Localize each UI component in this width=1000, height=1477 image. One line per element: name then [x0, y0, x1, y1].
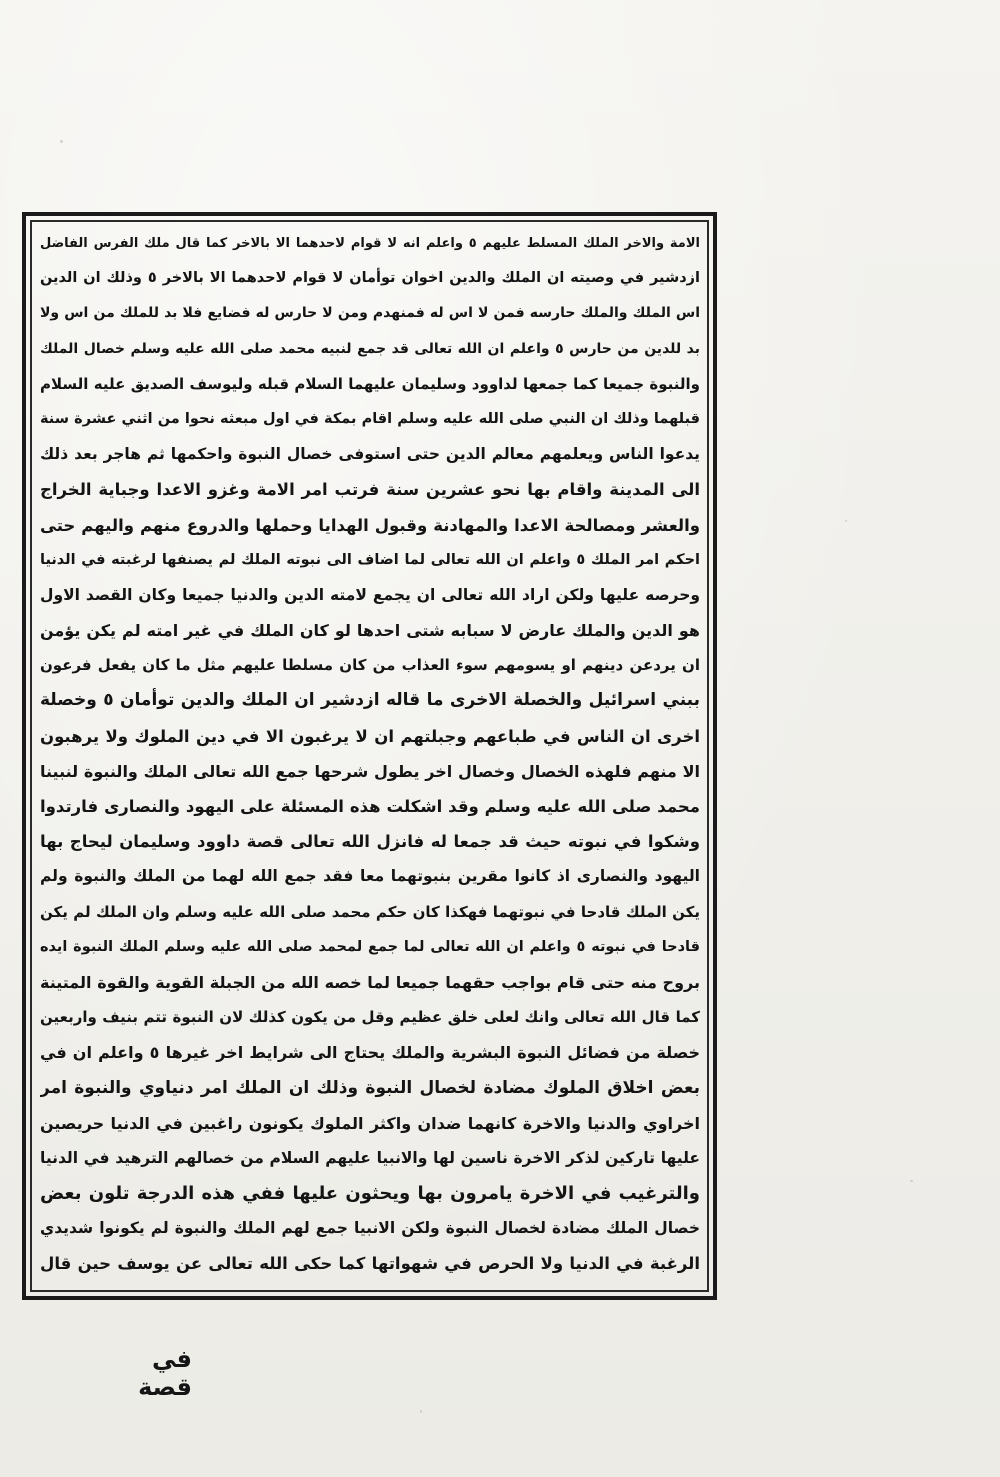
- text-line: ازدشير في وصيته ان الملك والدين اخوان توأمان لا قوام لاحدهما الا بالاخر ٥ وذلك ان الدين: [40, 270, 700, 287]
- text-line: بروح منه حتى قام بواجب حقهما جميعا لما خصه الله من الجبلة القوية والقوة المتينة: [40, 972, 700, 992]
- text-line: كما قال الله تعالى وانك لعلى خلق عظيم وقل من يكون كذلك لان النبوة تتم بنيف واربعين: [40, 1008, 700, 1027]
- text-line: الرغبة في الدنيا ولا الحرص في شهواتها كما حكى الله تعالى عن يوسف حين قال: [40, 1254, 700, 1274]
- text-line: قادحا في نبوته ٥ واعلم ان الله تعالى لما جمع لمحمد صلى الله عليه وسلم الملك النبوة ايده: [40, 938, 700, 955]
- text-line: بعض اخلاق الملوك مضادة لخصال النبوة وذلك ان الملك امر دنياوي والنبوة امر: [40, 1077, 700, 1098]
- text-line: ببني اسرائيل والخصلة الاخرى ما قاله ازدشير ان الملك والدين توأمان ٥ وخصلة: [40, 690, 700, 711]
- text-line: محمد صلى الله عليه وسلم وقد اشكلت هذه المسئلة على اليهود والنصارى فارتدوا: [40, 797, 700, 816]
- text-line: اخرى ان الناس في طباعهم وجبلتهم ان لا يرغبون الا في دين الملوك ولا يرهبون: [40, 726, 700, 746]
- text-line: والترغيب في الاخرة يامرون بها ويحثون عليها ففي هذه الدرجة تلون بعض: [40, 1183, 700, 1205]
- text-line: هو الدين والملك عارض لا سبابه شتى احدها لو كان الملك في غير امته لم يكن يؤمن: [40, 621, 700, 641]
- text-line: يكن الملك قادحا في نبوتهما فهكذا كان حكم محمد صلى الله عليه وسلم وان الملك لم يكن: [40, 902, 700, 921]
- text-line: اخراوي والدنيا والاخرة كانهما ضدان واكثر الملوك يكونون راغبين في الدنيا حريصين: [40, 1113, 700, 1133]
- text-line: خصال الملك مضادة لخصال النبوة ولكن الانبيا جمع لهم الملك والنبوة لم يكونوا شديدي: [40, 1219, 700, 1238]
- text-line: عليها تاركين لذكر الاخرة ناسين لها والانبيا عليهم السلام من خصالهم الترهيد في الدنيا: [40, 1148, 700, 1167]
- text-line: والنبوة جميعا كما جمعها لداوود وسليمان عليهما السلام قبله وليوسف الصديق عليه السلام: [40, 374, 700, 393]
- manuscript-text-block: [40, 226, 700, 1288]
- text-line: الامة والاخر الملك المسلط عليهم ٥ واعلم انه لا قوام لاحدهما الا بالاخر كما قال ملك الفرس الفاضل: [40, 236, 700, 251]
- catchword: في قصة: [138, 1345, 192, 1401]
- scan-speck: [420, 1410, 422, 1413]
- text-line: وحرصه عليها ولكن اراد الله تعالى ان يجمع لامته الدين والدنيا جميعا وكان القصد الاول: [40, 585, 700, 604]
- scan-speck: [845, 520, 847, 522]
- text-line: اس الملك والملك حارسه فمن لا اس له فمنهدم ومن لا حارس له فضايع فلا بد للملك من اس ولا: [40, 305, 700, 322]
- text-line: الا منهم فلهذه الخصال وخصال اخر يطول شرحها جمع الله تعالى الملك والنبوة لنبينا: [40, 761, 700, 781]
- text-line: قبلهما وذلك ان النبي صلى الله عليه وسلم اقام بمكة في اول مبعثه نحوا من اثني عشرة سنة: [40, 410, 700, 427]
- text-line: يدعوا الناس ويعلمهم معالم الدين حتى استوفى خصال النبوة واحكمها ثم هاجر بعد ذلك: [40, 445, 700, 464]
- text-line: بد للدين من حارس ٥ واعلم ان الله تعالى قد جمع لنبيه محمد صلى الله عليه وسلم خصال الملك: [40, 340, 700, 357]
- text-line: خصلة من فضائل النبوة البشرية والملك يحتاج الى شرايط اخر غيرها ٥ واعلم ان في: [40, 1043, 700, 1063]
- text-line: والعشر ومصالحة الاعدا والمهادنة وقبول الهدايا وحملها والدروع منهم واليهم حتى: [40, 515, 700, 535]
- text-line: وشكوا في نبوته حيث قد جمعا له فانزل الله تعالى قصة داوود وسليمان ليحاج بها: [40, 832, 700, 852]
- scan-speck: [910, 1180, 913, 1182]
- text-line: ان يردعن دينهم او يسومهم سوء العذاب من كان مسلطا عليهم مثل ما كان يفعل فرعون: [40, 656, 700, 675]
- text-line: اليهود والنصارى اذ كانوا مقرين بنبوتهما معا فقد جمع الله لهما من الملك والنبوة ولم: [40, 867, 700, 886]
- text-line: [40, 1282, 700, 1288]
- scan-speck: [60, 140, 63, 143]
- text-line: احكم امر الملك ٥ واعلم ان الله تعالى لما اضاف الى نبوته الملك لم يصنفها لرغبته في الدنيا: [40, 551, 700, 568]
- text-line: الى المدينة واقام بها نحو عشرين سنة فرتب امر الامة وغزو الاعدا وجباية الخراج: [40, 480, 700, 500]
